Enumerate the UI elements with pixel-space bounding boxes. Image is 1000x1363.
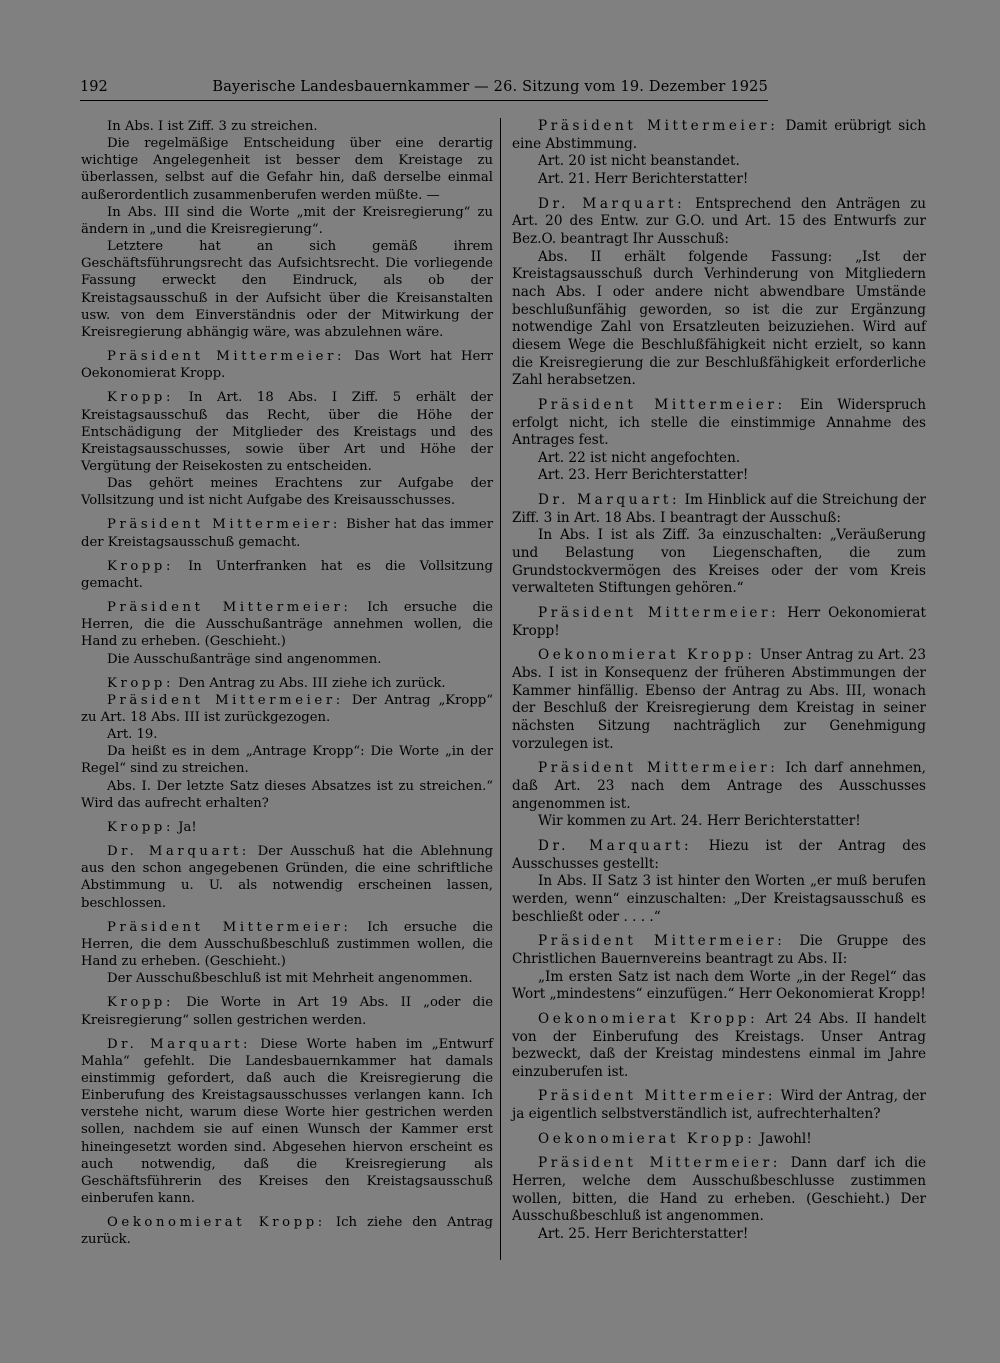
paragraph-text: Die Gruppe des Christlichen Bauernvereins beantragt zu Abs. II: [512, 933, 926, 967]
paragraph [512, 647, 926, 753]
paragraph-text: Art. 21. Herr Berichterstatter! [538, 170, 749, 187]
speaker-name: Dr. Marquart: [538, 195, 686, 212]
speaker-name: Präsident Mittermeier: [107, 517, 341, 533]
speaker-name: Präsident Mittermeier: [538, 396, 786, 413]
paragraph [512, 838, 926, 873]
paragraph [512, 1011, 926, 1082]
paragraph-text: Die Worte in Art 19 Abs. II „oder die Kreisregierung“ sollen gestrichen werden. [81, 995, 493, 1028]
paragraph [512, 605, 926, 640]
paragraph-text: Art 24 Abs. II handelt von der Einberufung des Kreistags. Unser Antrag bezweckt, daß der Kreistag mindestens einmal im Jahre einzuberufen ist. [512, 1010, 926, 1080]
paragraph-text: Diese Worte haben im „Entwurf Mahla“ gefehlt. Die Landesbauernkammer hat damals einstimmig gefordert, daß auch die Kreisregierung die Einberufung des Kreistagsausschusses verlangen kann. Ich verstehe nicht, warum diese Worte hier gestrichen werden sollen, nachdem sie auf einen Wunsch der Kammer erst hineingesetzt worden sind. Abgesehen hiervon erscheint es auch notwendig, daß die Kreisregierung als Geschäftsführerin des Kreises den Kreistagsausschuß einberufen kann. [81, 1036, 493, 1207]
paragraph-text: In Abs. III sind die Worte „mit der Kreisregierung“ zu ändern in „und die Kreisregierung“. [81, 204, 493, 237]
paragraph [512, 397, 926, 450]
paragraph-text: Jawohl! [759, 1130, 812, 1147]
paragraph-text: Art. 25. Herr Berichterstatter! [538, 1226, 749, 1243]
paragraph [81, 389, 493, 475]
paragraph [512, 813, 926, 831]
paragraph-text: Art. 19. [107, 727, 158, 743]
page-header [80, 78, 768, 101]
paragraph [81, 843, 493, 912]
speaker-name: Präsident Mittermeier: [538, 1155, 781, 1172]
paragraph-text: Damit erübrigt sich eine Abstimmung. [512, 118, 927, 152]
paragraph-text: Dann darf ich die Herren, welche dem Ausschußbeschlusse zustimmen wollen, bitten, die Hand zu erheben. (Geschieht.) Der Ausschußbeschluß ist angenommen. [512, 1155, 926, 1225]
paragraph [81, 819, 493, 836]
paragraph [512, 249, 926, 390]
speaker-name: Präsident Mittermeier: [107, 919, 352, 935]
paragraph-text: Wir kommen zu Art. 24. Herr Berichterstatter! [538, 813, 861, 830]
speaker-name: Kropp: [107, 390, 175, 406]
running-title: Bayerische Landesbauernkammer — 26. Sitzung vom 19. Dezember 1925 [212, 79, 768, 95]
paragraph-text: Art. 22 ist nicht angefochten. [538, 449, 741, 466]
paragraph-text: Der Ausschuß hat die Ablehnung aus den schon angegebenen Gründen, die eine schriftliche Abstimmung u. U. als notwendig erscheinen lassen, beschlossen. [81, 844, 493, 911]
paragraph [512, 1131, 926, 1149]
paragraph-text: In Abs. I ist als Ziff. 3a einzuschalten: „Veräußerung und Belastung von Liegenschaften, die zum Grundstockvermögen des Kreises oder der vom Kreis verwalteten Stiftungen gehören.“ [512, 527, 926, 597]
paragraph [81, 348, 493, 382]
paragraph [512, 873, 926, 926]
paragraph-text: Ich ersuche die Herren, die dem Ausschußbeschluß zustimmen wollen, die Hand zu erheben. (Geschieht.) [81, 919, 493, 970]
paragraph [81, 1214, 493, 1248]
paragraph [512, 527, 926, 598]
speaker-name: Kropp: [107, 995, 175, 1011]
paragraph-text: In Abs. II Satz 3 ist hinter den Worten „er muß berufen werden, wenn“ einzuschalten: „Der Kreistagsausschuß es beschließt oder . . . .“ [512, 873, 926, 925]
paragraph-text: Wird der Antrag, der ja eigentlich selbstverständlich ist, aufrechterhalten? [512, 1088, 926, 1123]
speaker-name: Kropp: [107, 819, 175, 835]
paragraph [81, 692, 493, 726]
paragraph [512, 969, 926, 1004]
paragraph [81, 204, 493, 238]
paragraph-text: Das Wort hat Herr Oekonomierat Kropp. [81, 349, 493, 382]
paragraph-text: Da heißt es in dem „Antrage Kropp“: Die Worte „in der Regel“ sind zu streichen. [81, 744, 493, 777]
paragraph [512, 118, 926, 153]
paragraph-text: Den Antrag zu Abs. III ziehe ich zurück. [178, 675, 446, 691]
paragraph-text: Herr Oekonomierat Kropp! [512, 605, 926, 639]
paragraph-text: Bisher hat das immer der Kreistagsausschuß gemacht. [81, 517, 494, 550]
paragraph [512, 467, 926, 485]
speaker-name: Dr. Marquart: [538, 492, 681, 509]
paragraph-text: Ich darf annehmen, daß Art. 23 nach dem Antrage des Ausschusses angenommen ist. [512, 760, 926, 812]
speaker-name: Präsident Mittermeier: [538, 933, 786, 950]
paragraph [81, 475, 493, 509]
speaker-name: Präsident Mittermeier: [538, 605, 780, 622]
paragraph-text: Letztere hat an sich gemäß ihrem Geschäftsführungsrecht das Aufsichtsrecht. Die vorliegende Fassung erweckt den Eindruck, als ob der Kreistagsausschuß in der Aufsicht über die Kreisanstalten usw. von dem Einverständnis oder der Mitwirkung der Kreisregierung abhängig wäre, was abzulehnen wäre. [81, 239, 493, 340]
paragraph [512, 492, 926, 527]
paragraph [512, 1155, 926, 1226]
paragraph [81, 919, 493, 970]
speaker-name: Kropp: [107, 558, 175, 574]
paragraph-text: Der Ausschußbeschluß ist mit Mehrheit angenommen. [107, 971, 473, 987]
speaker-name: Dr. Marquart: [107, 844, 250, 860]
paragraph [512, 1226, 926, 1244]
paragraph [81, 970, 493, 987]
paragraph [81, 778, 493, 812]
paragraph [512, 153, 926, 171]
paragraph-text: Art. 20 ist nicht beanstandet. [538, 153, 740, 170]
paragraph [512, 450, 926, 468]
paragraph-text: Art. 23. Herr Berichterstatter! [538, 467, 749, 484]
speaker-name: Kropp: [107, 675, 175, 691]
paragraph-text: Die regelmäßige Entscheidung über eine derartig wichtige Angelegenheit ist besser dem Kreistage zu überlassen, selbst auf die Gefahr hin, daß derselbe einmal außerordentlich zusammenberufen werden müßte. — [81, 136, 493, 203]
paragraph [81, 726, 493, 743]
paragraph [81, 516, 493, 550]
paragraph [512, 1088, 926, 1123]
paragraph [512, 196, 926, 249]
speaker-name: Präsident Mittermeier: [538, 1088, 777, 1105]
paragraph-text: In Unterfranken hat es die Vollsitzung gemacht. [81, 558, 493, 591]
paragraph [81, 135, 493, 204]
paragraph-text: Ja! [178, 819, 197, 835]
speaker-name: Dr. Marquart: [107, 1036, 252, 1052]
left-column [81, 118, 493, 1249]
paragraph [81, 558, 493, 592]
right-column [512, 118, 926, 1244]
speaker-name: Oekonomierat Kropp: [107, 1215, 326, 1231]
paragraph-text: Unser Antrag zu Art. 23 Abs. I ist in Konsequenz der früheren Abstimmungen der Kammer hinfällig. Ebenso der Antrag zu Abs. III, wonach der Beschluß der Kreisregierung dem Kreistag in seiner nächsten Sitzung nachträglich zur Genehmigung vorzulegen ist. [512, 647, 926, 752]
paragraph [512, 933, 926, 968]
column-divider [500, 118, 501, 1260]
paragraph-text: Ich ziehe den Antrag zurück. [81, 1215, 493, 1248]
paragraph [512, 760, 926, 813]
paragraph-text: Im Hinblick auf die Streichung der Ziff. 3 in Art. 18 Abs. I beantragt der Ausschuß: [512, 492, 927, 526]
speaker-name: Oekonomierat Kropp: [538, 1130, 756, 1147]
paragraph [81, 743, 493, 777]
paragraph [81, 118, 493, 135]
paragraph-text: Abs. I. Der letzte Satz dieses Absatzes ist zu streichen.“ Wird das aufrecht erhalten? [81, 778, 493, 811]
paragraph [81, 599, 493, 650]
speaker-name: Präsident Mittermeier: [107, 349, 346, 365]
paragraph [81, 238, 493, 341]
paragraph-text: In Abs. I ist Ziff. 3 zu streichen. [107, 119, 318, 134]
paragraph-text: Abs. II erhält folgende Fassung: „Ist der Kreistagsausschuß durch Verhinderung von Mitgliedern nach Abs. I oder andere nicht abwendbare Umstände beschlußunfähig geworden, so ist die zur Ergänzung notwendige Zahl von Ersatzleuten beizuziehen. Wird auf diesem Wege die Beschlußfähigkeit nicht erzielt, so kann die Kreisregierung die zur Beschlußfähigkeit erforderliche Zahl herabsetzen. [512, 248, 926, 389]
paragraph-text: Entsprechend den Anträgen zu Art. 20 des Entw. zur G.O. und Art. 15 des Entwurfs zur Bez.O. beantragt Ihr Ausschuß: [512, 195, 926, 247]
page-number: 192 [80, 79, 108, 95]
paragraph [512, 171, 926, 189]
speaker-name: Dr. Marquart: [538, 837, 693, 854]
speaker-name: Präsident Mittermeier: [107, 600, 352, 616]
paragraph-text: Das gehört meines Erachtens zur Aufgabe der Vollsitzung und ist nicht Aufgabe des Kreisausschusses. [81, 476, 493, 509]
paragraph [81, 1036, 493, 1208]
paragraph-text: Der Antrag „Kropp“ zu Art. 18 Abs. III ist zurückgezogen. [81, 692, 493, 725]
paragraph-text: Ich ersuche die Herren, die die Ausschußanträge annehmen wollen, die Hand zu erheben. (Geschieht.) [81, 600, 493, 650]
speaker-name: Präsident Mittermeier: [538, 760, 779, 777]
paragraph-text: Hiezu ist der Antrag des Ausschusses gestellt: [512, 837, 926, 872]
paragraph-text: „Im ersten Satz ist nach dem Worte „in der Regel“ das Wort „mindestens“ einzufügen.“ Herr Oekonomierat Kropp! [512, 968, 926, 1003]
speaker-name: Präsident Mittermeier: [538, 118, 779, 134]
paragraph [81, 675, 493, 692]
speaker-name: Präsident Mittermeier: [107, 692, 344, 708]
speaker-name: Oekonomierat Kropp: [538, 1010, 759, 1027]
paragraph [81, 651, 493, 668]
speaker-name: Oekonomierat Kropp: [538, 647, 756, 664]
paragraph-text: Ein Widerspruch erfolgt nicht, ich stelle die einstimmige Annahme des Antrages fest. [512, 396, 926, 449]
paragraph-text: In Art. 18 Abs. I Ziff. 5 erhält der Kreistagsausschuß das Recht, über die Höhe der Entschädigung der Mitglieder des Kreistags und des Kreistagsausschusses, sowie über Art und Höhe der Vergütung der Reisekosten zu entscheiden. [81, 390, 493, 474]
paragraph-text: Die Ausschußanträge sind angenommen. [107, 651, 382, 667]
paragraph [81, 994, 493, 1028]
